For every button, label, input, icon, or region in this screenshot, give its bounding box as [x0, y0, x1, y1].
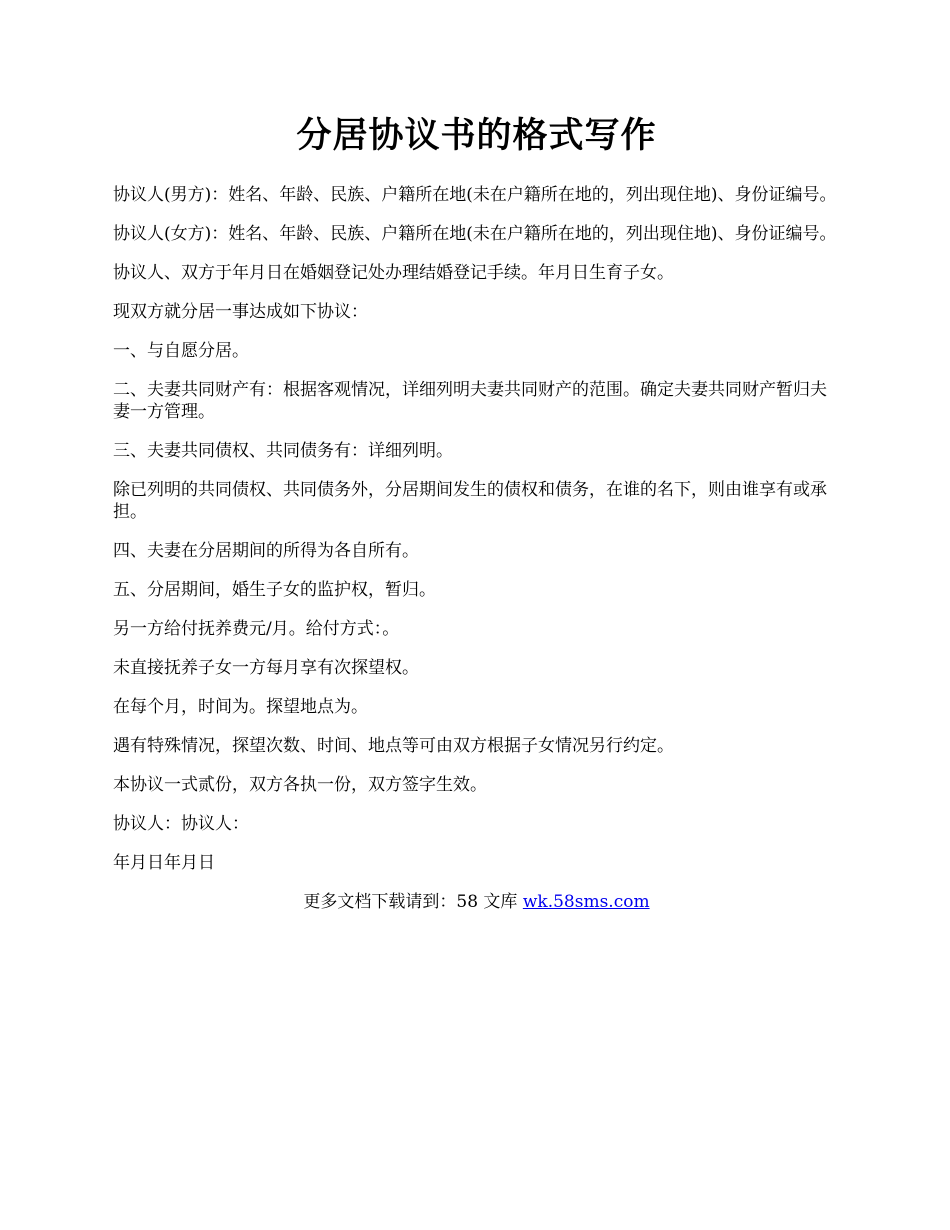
clause-2: 二、夫妻共同财产有：根据客观情况，详细列明夫妻共同财产的范围。确定夫妻共同财产暂归夫妻一方管理。 [113, 380, 827, 422]
footer-link[interactable]: wk.58sms.com [522, 892, 650, 912]
paragraph-marriage-registration: 协议人、双方于年月日在婚姻登记处办理结婚登记手续。年月日生育子女。 [113, 263, 674, 283]
paragraph-child-support: 另一方给付抚养费元/月。给付方式：。 [113, 619, 400, 639]
footer-text: 更多文档下载请到：58 文库 [303, 892, 523, 912]
paragraph-dates: 年月日年月日 [113, 853, 215, 873]
paragraph-copies: 本协议一式贰份，双方各执一份，双方签字生效。 [113, 775, 487, 795]
clause-4: 四、夫妻在分居期间的所得为各自所有。 [113, 541, 419, 561]
document-title: 分居协议书的格式写作 [296, 115, 657, 156]
paragraph-signatures: 协议人：协议人： [113, 814, 249, 834]
footer [113, 891, 840, 913]
clause-5: 五、分居期间，婚生子女的监护权，暂归。 [113, 580, 436, 600]
paragraph-female-party: 协议人(女方)：姓名、年龄、民族、户籍所在地(未在户籍所在地的，列出现住地)、身份证编号。 [113, 224, 837, 244]
paragraph-special-circumstances: 遇有特殊情况，探望次数、时间、地点等可由双方根据子女情况另行约定。 [113, 736, 674, 756]
clause-1: 一、与自愿分居。 [113, 341, 249, 361]
paragraph-visitation-rights: 未直接抚养子女一方每月享有次探望权。 [113, 658, 419, 678]
paragraph-agreement-intro: 现双方就分居一事达成如下协议： [113, 302, 368, 322]
clause-3: 三、夫妻共同债权、共同债务有：详细列明。 [113, 441, 453, 461]
paragraph-male-party: 协议人(男方)：姓名、年龄、民族、户籍所在地(未在户籍所在地的，列出现住地)、身份证编号。 [113, 185, 837, 205]
paragraph-other-debts: 除已列明的共同债权、共同债务外，分居期间发生的债权和债务，在谁的名下，则由谁享有或承担。 [113, 480, 827, 522]
document-page [113, 112, 840, 913]
paragraph-visitation-schedule: 在每个月，时间为。探望地点为。 [113, 697, 368, 717]
